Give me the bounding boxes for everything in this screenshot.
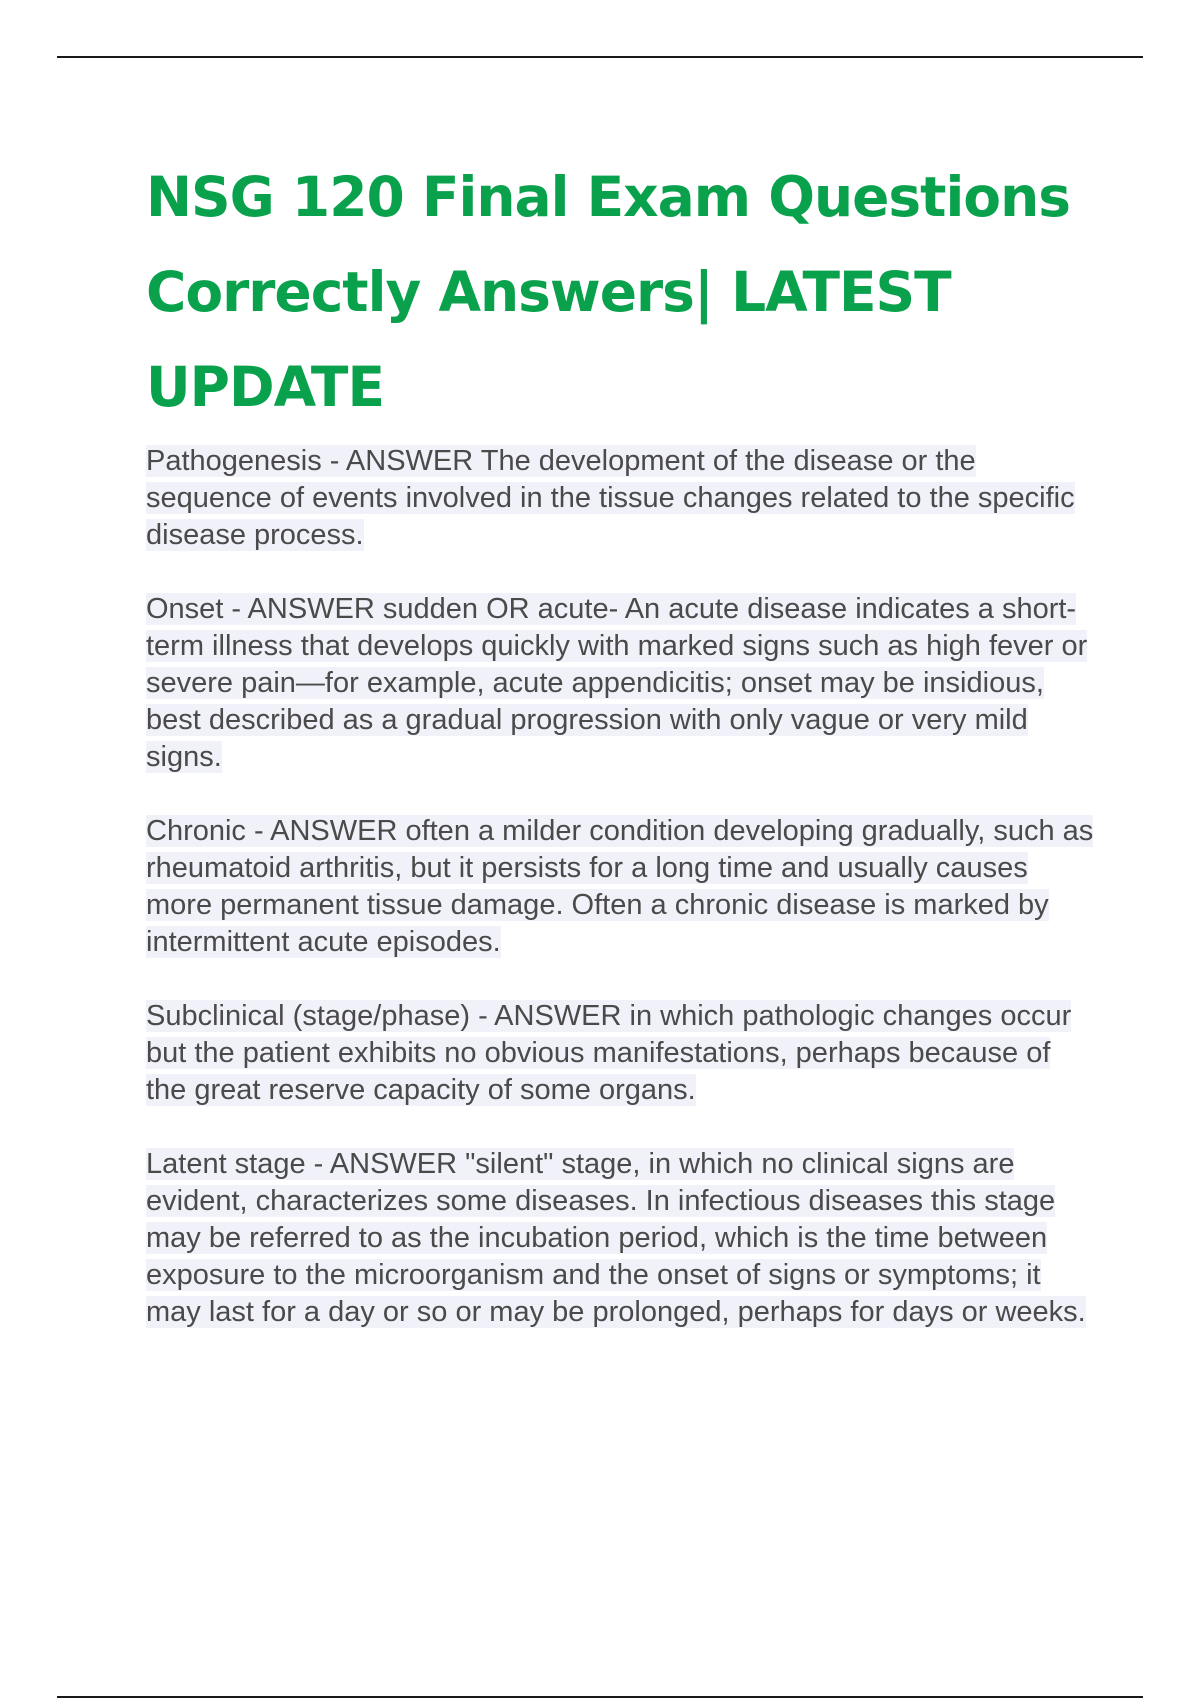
qa-item-text: Latent stage - ANSWER "silent" stage, in which no clinical signs are evident, characterizes some diseases. In infectious diseases this stage may be referred to as the incubation period, which is the time between exposure to the microorganism and the onset of signs or symptoms; it may last for a day or so or may be prolonged, perhaps for days or weeks. xyxy=(146,1148,1086,1328)
title-line-3: UPDATE xyxy=(146,355,385,419)
document-title xyxy=(146,150,1096,435)
qa-item-subclinical xyxy=(146,998,1096,1109)
qa-item-text: Onset - ANSWER sudden OR acute- An acute disease indicates a short-term illness that develops quickly with marked signs such as high fever or severe pain—for example, acute appendicitis; onset may be insidious, best described as a gradual progression with only vague or very mild signs. xyxy=(146,593,1088,773)
document-body xyxy=(146,150,1096,1368)
title-line-1: NSG 120 Final Exam Questions xyxy=(146,165,1070,229)
qa-list xyxy=(146,443,1096,1331)
top-rule xyxy=(57,56,1143,58)
qa-item-text: Chronic - ANSWER often a milder condition developing gradually, such as rheumatoid arthritis, but it persists for a long time and usually causes more permanent tissue damage. Often a chronic disease is marked by intermittent acute episodes. xyxy=(146,815,1094,958)
bottom-rule xyxy=(57,1696,1143,1698)
title-line-2: Correctly Answers| LATEST xyxy=(146,260,951,324)
qa-item-text: Pathogenesis - ANSWER The development of the disease or the sequence of events involved in the tissue changes related to the specific disease process. xyxy=(146,445,1075,551)
qa-item-chronic xyxy=(146,813,1096,961)
qa-item-latent-stage xyxy=(146,1146,1096,1331)
qa-item-pathogenesis xyxy=(146,443,1096,554)
qa-item-onset xyxy=(146,591,1096,776)
qa-item-text: Subclinical (stage/phase) - ANSWER in which pathologic changes occur but the patient exhibits no obvious manifestations, perhaps because of the great reserve capacity of some organs. xyxy=(146,1000,1072,1106)
